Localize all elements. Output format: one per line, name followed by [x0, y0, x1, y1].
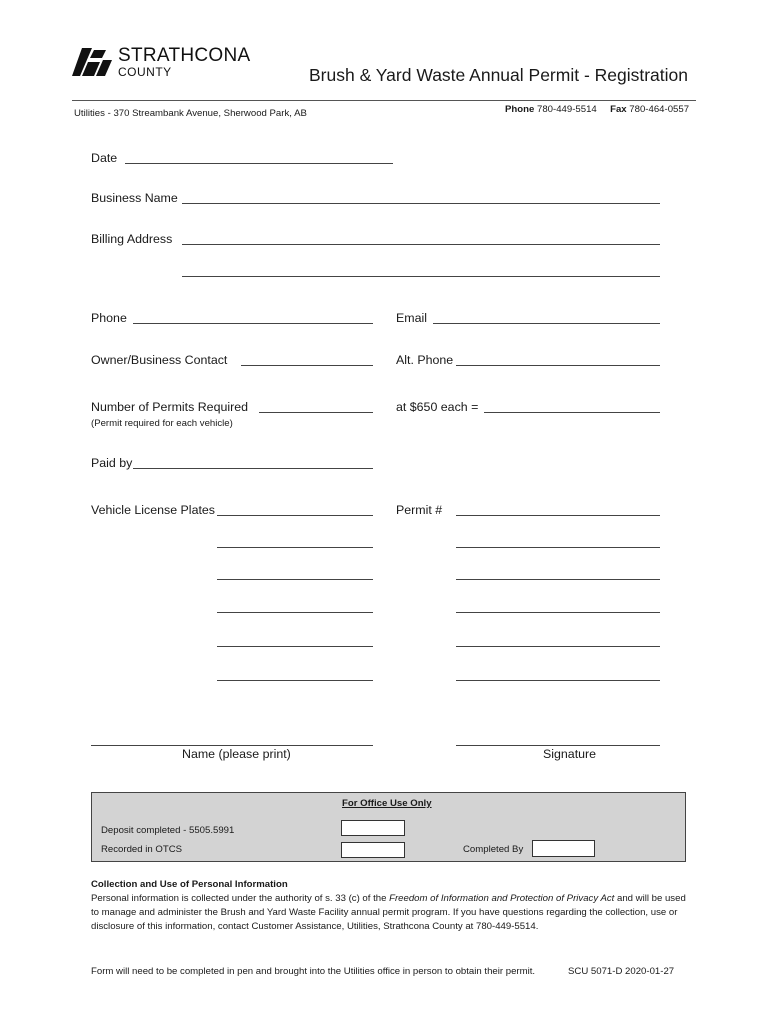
- owner-contact-label: Owner/Business Contact: [91, 353, 228, 367]
- phone-number: 780-449-5514: [537, 104, 597, 115]
- permit-number-label: Permit #: [396, 503, 443, 517]
- phone-label: Phone: [91, 311, 127, 325]
- num-permits-label: Number of Permits Required: [91, 400, 249, 414]
- footer-note: Form will need to be completed in pen and brought into the Utilities office in person to obtain their permit.: [91, 966, 536, 977]
- recorded-box[interactable]: [341, 842, 405, 858]
- name-label: Name (please print): [182, 747, 291, 761]
- permit-field-2[interactable]: [456, 547, 660, 548]
- plate-field-1[interactable]: [217, 515, 373, 516]
- permit-field-6[interactable]: [456, 680, 660, 681]
- business-name-label: Business Name: [91, 191, 178, 205]
- date-field[interactable]: [125, 163, 393, 164]
- recorded-label: Recorded in OTCS: [101, 844, 183, 855]
- alt-phone-label: Alt. Phone: [396, 353, 454, 367]
- office-use-title: For Office Use Only: [342, 798, 432, 809]
- contact-info: [505, 104, 689, 116]
- billing-address-field[interactable]: [182, 244, 660, 245]
- privacy-text-after: and will be used to manage and administer the Brush and Yard Waste Facility annual permit program. If you have questions regarding the collection, use or disclosure of this information, contact Customer Assistance, Utilities, Strathcona County at 780-449-5514.: [91, 893, 686, 932]
- email-label: Email: [396, 311, 427, 325]
- permit-field-3[interactable]: [456, 579, 660, 580]
- completed-by-label: Completed By: [463, 844, 524, 855]
- business-name-field[interactable]: [182, 203, 660, 204]
- owner-contact-field[interactable]: [241, 365, 373, 366]
- permit-field-4[interactable]: [456, 612, 660, 613]
- address: Utilities - 370 Streambank Avenue, Sherwood Park, AB: [74, 108, 307, 119]
- logo-county: COUNTY: [118, 65, 172, 79]
- logo-name: STRATHCONA: [118, 45, 251, 66]
- completed-by-box[interactable]: [532, 840, 595, 857]
- deposit-box[interactable]: [341, 820, 405, 836]
- billing-address-label: Billing Address: [91, 232, 173, 246]
- privacy-act-name: Freedom of Information and Protection of Privacy Act: [389, 893, 615, 904]
- total-field[interactable]: [484, 412, 660, 413]
- form-code: SCU 5071-D 2020-01-27: [568, 966, 675, 977]
- date-label: Date: [91, 151, 118, 165]
- num-permits-field[interactable]: [259, 412, 373, 413]
- signature-field[interactable]: [456, 745, 660, 746]
- privacy-text: [91, 892, 691, 934]
- fax-label: Fax: [610, 104, 627, 115]
- privacy-text-before: Personal information is collected under the authority of s. 33 (c) of the: [91, 893, 390, 904]
- permit-field-5[interactable]: [456, 646, 660, 647]
- email-field[interactable]: [433, 323, 660, 324]
- phone-field[interactable]: [133, 323, 373, 324]
- plate-field-5[interactable]: [217, 646, 373, 647]
- billing-address-field-2[interactable]: [182, 276, 660, 277]
- signature-label: Signature: [543, 747, 597, 761]
- header-divider: [72, 100, 696, 101]
- permit-note: (Permit required for each vehicle): [91, 418, 233, 429]
- name-field[interactable]: [91, 745, 373, 746]
- plate-field-4[interactable]: [217, 612, 373, 613]
- phone-label: Phone: [505, 104, 535, 115]
- alt-phone-field[interactable]: [456, 365, 660, 366]
- plate-field-6[interactable]: [217, 680, 373, 681]
- plate-field-3[interactable]: [217, 579, 373, 580]
- fax-number: 780-464-0557: [629, 104, 690, 115]
- privacy-heading: Collection and Use of Personal Information: [91, 879, 288, 890]
- paid-by-field[interactable]: [133, 468, 373, 469]
- strathcona-logo-icon: [72, 46, 112, 78]
- price-label: at $650 each =: [396, 400, 479, 414]
- permit-field-1[interactable]: [456, 515, 660, 516]
- deposit-label: Deposit completed - 5505.5991: [101, 825, 235, 836]
- vehicle-plates-label: Vehicle License Plates: [91, 503, 215, 517]
- page-title: Brush & Yard Waste Annual Permit - Registration: [309, 65, 689, 85]
- plate-field-2[interactable]: [217, 547, 373, 548]
- paid-by-label: Paid by: [91, 456, 133, 470]
